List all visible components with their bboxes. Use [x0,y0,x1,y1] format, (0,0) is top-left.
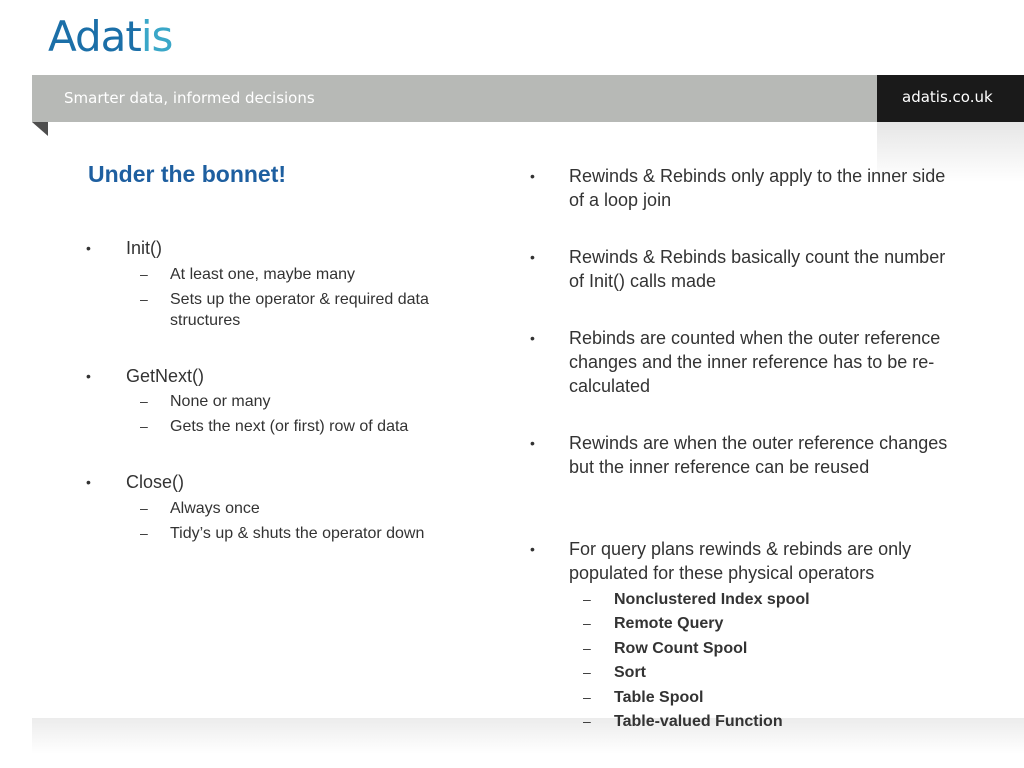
operator-item: Row Count Spool [614,640,748,657]
bullet-marker: • [530,249,535,265]
init-sub-2: Sets up the operator & required data structures [170,291,429,329]
right-point-5: For query plans rewinds & rebinds are only populated for these physical operators [569,539,912,583]
right-point-4: Rewinds are when the outer reference changes but the inner reference can be reused [569,433,948,477]
dash-marker: – [140,525,148,541]
bullet-marker: • [530,330,535,346]
bullet-marker: • [530,541,535,557]
dash-marker: – [583,640,591,656]
right-point-3: Rebinds are counted when the outer reference changes and the inner reference has to be re-calculated [569,328,941,396]
dash-marker: – [140,418,148,434]
bullet-marker: • [86,368,91,384]
close-sub-1: Always once [170,500,260,517]
dash-marker: – [583,689,591,705]
operator-item: Sort [614,664,646,681]
bullet-marker: • [530,435,535,451]
close-sub-2: Tidy’s up & shuts the operator down [170,525,425,542]
tagline: Smarter data, informed decisions [64,89,315,107]
right-point-2: Rewinds & Rebinds basically count the number of Init() calls made [569,247,946,291]
logo-prefix: Adat [48,12,141,61]
adatis-logo [48,12,172,61]
right-point-1: Rewinds & Rebinds only apply to the inner side of a loop join [569,166,946,210]
website-url: adatis.co.uk [902,88,993,106]
bullet-marker: • [86,474,91,490]
operator-item: Table-valued Function [614,713,783,730]
slide-title: Under the bonnet! [88,161,287,187]
dash-marker: – [583,615,591,631]
operator-item: Remote Query [614,615,724,632]
operator-item: Nonclustered Index spool [614,591,810,608]
banner-fold [32,122,48,136]
close-label: Close() [126,472,185,492]
page-shadow-bottom [32,718,1024,754]
dash-marker: – [583,591,591,607]
dash-marker: – [140,500,148,516]
bullet-marker: • [86,240,91,256]
dash-marker: – [140,393,148,409]
bullet-marker: • [530,168,535,184]
getnext-sub-1: None or many [170,393,271,410]
dash-marker: – [140,266,148,282]
init-sub-1: At least one, maybe many [170,266,355,283]
init-label: Init() [126,238,162,258]
dash-marker: – [140,291,148,307]
dash-marker: – [583,664,591,680]
logo-accent: is [140,12,173,61]
dash-marker: – [583,713,591,729]
getnext-sub-2: Gets the next (or first) row of data [170,418,409,435]
operator-item: Table Spool [614,689,704,706]
getnext-label: GetNext() [126,366,205,386]
